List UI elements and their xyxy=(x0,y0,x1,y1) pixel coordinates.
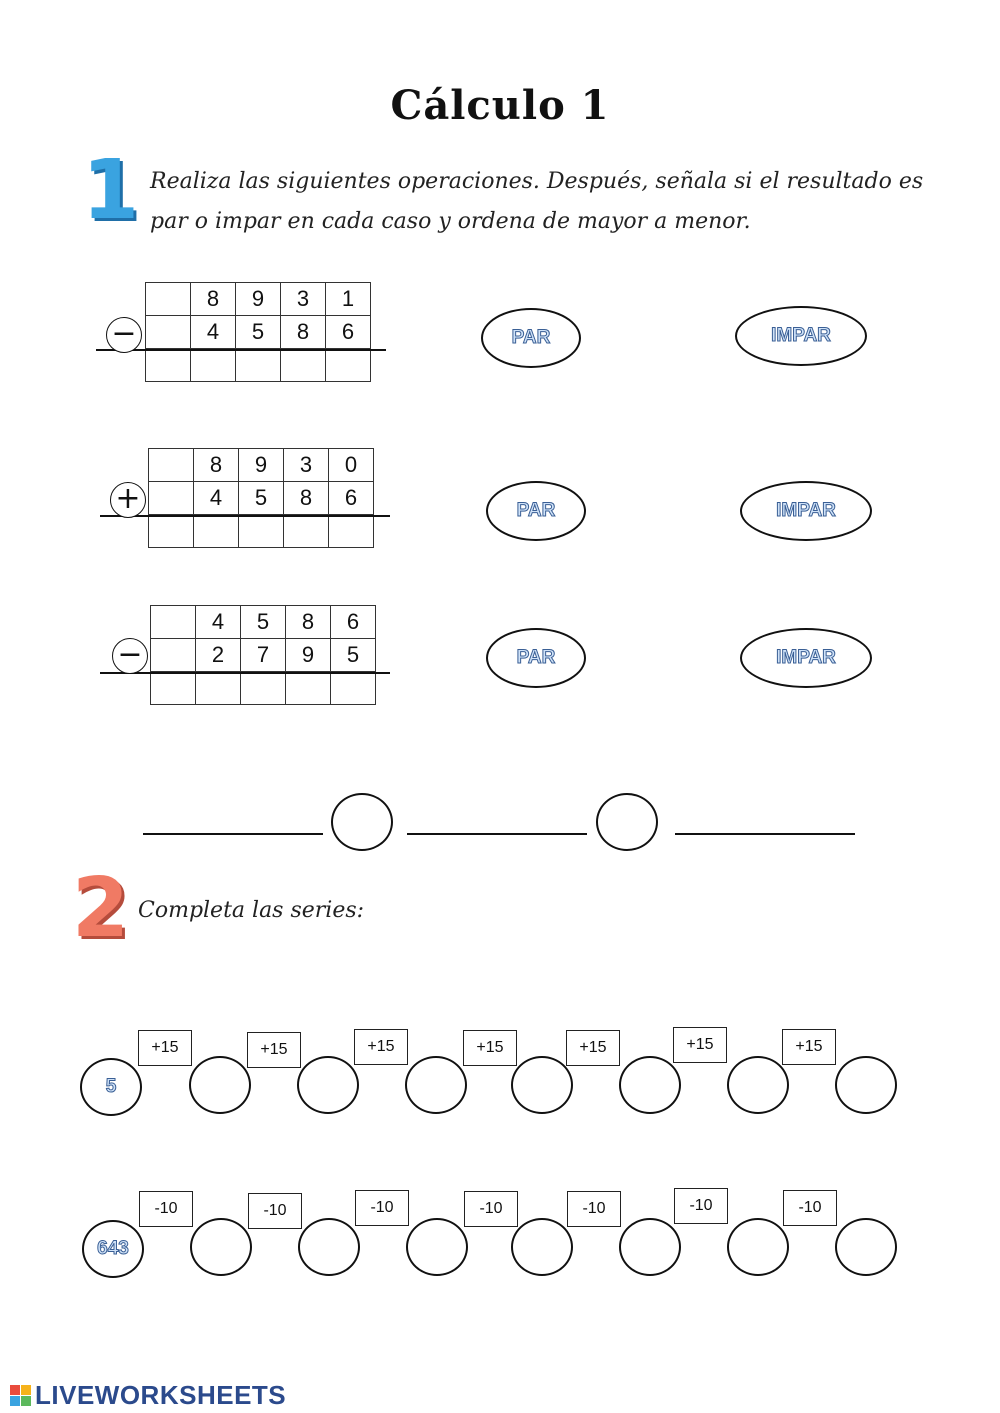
digit-cell: 9 xyxy=(239,449,284,482)
series-circle[interactable] xyxy=(189,1056,251,1114)
series-2-start-circle: 643 xyxy=(82,1220,144,1278)
series-circle[interactable] xyxy=(511,1056,573,1114)
digit-cell xyxy=(149,482,194,515)
answer-cell[interactable] xyxy=(146,349,191,382)
series-circle[interactable] xyxy=(298,1218,360,1276)
series-step-box: +15 xyxy=(782,1029,836,1065)
series-1-start-circle: 5 xyxy=(80,1058,142,1116)
operation-2-grid xyxy=(148,448,374,548)
section-1-number: 1 xyxy=(82,143,140,238)
answer-cell[interactable] xyxy=(331,672,376,705)
digit-cell: 8 xyxy=(194,449,239,482)
digit-cell: 9 xyxy=(236,283,281,316)
digit-cell: 5 xyxy=(331,639,376,672)
series-circle[interactable] xyxy=(619,1056,681,1114)
series-step-box: +15 xyxy=(566,1030,620,1066)
series-circle[interactable] xyxy=(190,1218,252,1276)
digit-cell xyxy=(149,449,194,482)
series-circle[interactable] xyxy=(619,1218,681,1276)
answer-cell[interactable] xyxy=(329,515,374,548)
digit-cell: 0 xyxy=(329,449,374,482)
series-step-box: -10 xyxy=(674,1188,728,1224)
series-step-box: +15 xyxy=(463,1030,517,1066)
series-step-box: +15 xyxy=(138,1030,192,1066)
impar-option-3[interactable]: IMPAR xyxy=(740,628,872,688)
minus-sign-icon: − xyxy=(106,317,142,353)
series-step-box: -10 xyxy=(248,1193,302,1229)
digit-cell: 2 xyxy=(196,639,241,672)
answer-cell[interactable] xyxy=(284,515,329,548)
series-circle[interactable] xyxy=(511,1218,573,1276)
par-option-3[interactable]: PAR xyxy=(486,628,586,688)
answer-cell[interactable] xyxy=(286,672,331,705)
series-circle[interactable] xyxy=(297,1056,359,1114)
series-circle[interactable] xyxy=(405,1056,467,1114)
operation-3-line xyxy=(100,672,390,674)
par-option-2[interactable]: PAR xyxy=(486,481,586,541)
digit-cell: 6 xyxy=(331,606,376,639)
series-step-box: -10 xyxy=(355,1190,409,1226)
answer-cell[interactable] xyxy=(194,515,239,548)
series-step-box: -10 xyxy=(139,1191,193,1227)
order-blank-3[interactable] xyxy=(675,833,855,835)
order-blank-1[interactable] xyxy=(143,833,323,835)
answer-cell[interactable] xyxy=(236,349,281,382)
series-step-box: +15 xyxy=(247,1032,301,1068)
compare-circle-2[interactable] xyxy=(596,793,658,851)
digit-cell: 4 xyxy=(191,316,236,349)
digit-cell: 6 xyxy=(329,482,374,515)
answer-cell[interactable] xyxy=(149,515,194,548)
digit-cell xyxy=(146,283,191,316)
series-circle[interactable] xyxy=(406,1218,468,1276)
digit-cell: 7 xyxy=(241,639,286,672)
digit-cell: 3 xyxy=(281,283,326,316)
series-circle[interactable] xyxy=(835,1056,897,1114)
digit-cell: 9 xyxy=(286,639,331,672)
impar-option-1[interactable]: IMPAR xyxy=(735,306,867,366)
digit-cell: 8 xyxy=(286,606,331,639)
order-blank-2[interactable] xyxy=(407,833,587,835)
series-step-box: -10 xyxy=(567,1191,621,1227)
section-2-number: 2 xyxy=(72,861,130,956)
impar-option-2[interactable]: IMPAR xyxy=(740,481,872,541)
brand-name: LIVEWORKSHEETS xyxy=(35,1380,287,1410)
section-2-instruction: Completa las series: xyxy=(138,898,365,923)
worksheet-title: Cálculo 1 xyxy=(390,82,610,129)
par-option-1[interactable]: PAR xyxy=(481,308,581,368)
answer-cell[interactable] xyxy=(281,349,326,382)
answer-cell[interactable] xyxy=(241,672,286,705)
plus-sign-icon: + xyxy=(110,482,146,518)
series-step-box: +15 xyxy=(354,1029,408,1065)
series-step-box: -10 xyxy=(783,1190,837,1226)
digit-cell: 3 xyxy=(284,449,329,482)
series-step-box: +15 xyxy=(673,1027,727,1063)
liveworksheets-logo xyxy=(10,1380,286,1411)
series-step-box: -10 xyxy=(464,1191,518,1227)
digit-cell: 5 xyxy=(236,316,281,349)
digit-cell: 4 xyxy=(194,482,239,515)
series-circle[interactable] xyxy=(727,1056,789,1114)
minus-sign-icon: − xyxy=(112,638,148,674)
digit-cell: 1 xyxy=(326,283,371,316)
answer-cell[interactable] xyxy=(326,349,371,382)
series-circle[interactable] xyxy=(835,1218,897,1276)
digit-cell: 6 xyxy=(326,316,371,349)
series-circle[interactable] xyxy=(727,1218,789,1276)
digit-cell xyxy=(146,316,191,349)
digit-cell: 8 xyxy=(284,482,329,515)
operation-1-line xyxy=(96,349,386,351)
answer-cell[interactable] xyxy=(196,672,241,705)
digit-cell xyxy=(151,606,196,639)
operation-1-grid xyxy=(145,282,371,382)
digit-cell: 8 xyxy=(191,283,236,316)
digit-cell: 8 xyxy=(281,316,326,349)
answer-cell[interactable] xyxy=(239,515,284,548)
digit-cell: 4 xyxy=(196,606,241,639)
answer-cell[interactable] xyxy=(151,672,196,705)
answer-cell[interactable] xyxy=(191,349,236,382)
digit-cell: 5 xyxy=(241,606,286,639)
operation-3-grid xyxy=(150,605,376,705)
operation-2-line xyxy=(100,515,390,517)
digit-cell xyxy=(151,639,196,672)
compare-circle-1[interactable] xyxy=(331,793,393,851)
logo-blocks-icon xyxy=(10,1385,32,1407)
section-1-instruction: Realiza las siguientes operaciones. Después, señala si el resultado es par o impar en cada caso y ordena de mayor a menor. xyxy=(150,169,924,234)
digit-cell: 5 xyxy=(239,482,284,515)
